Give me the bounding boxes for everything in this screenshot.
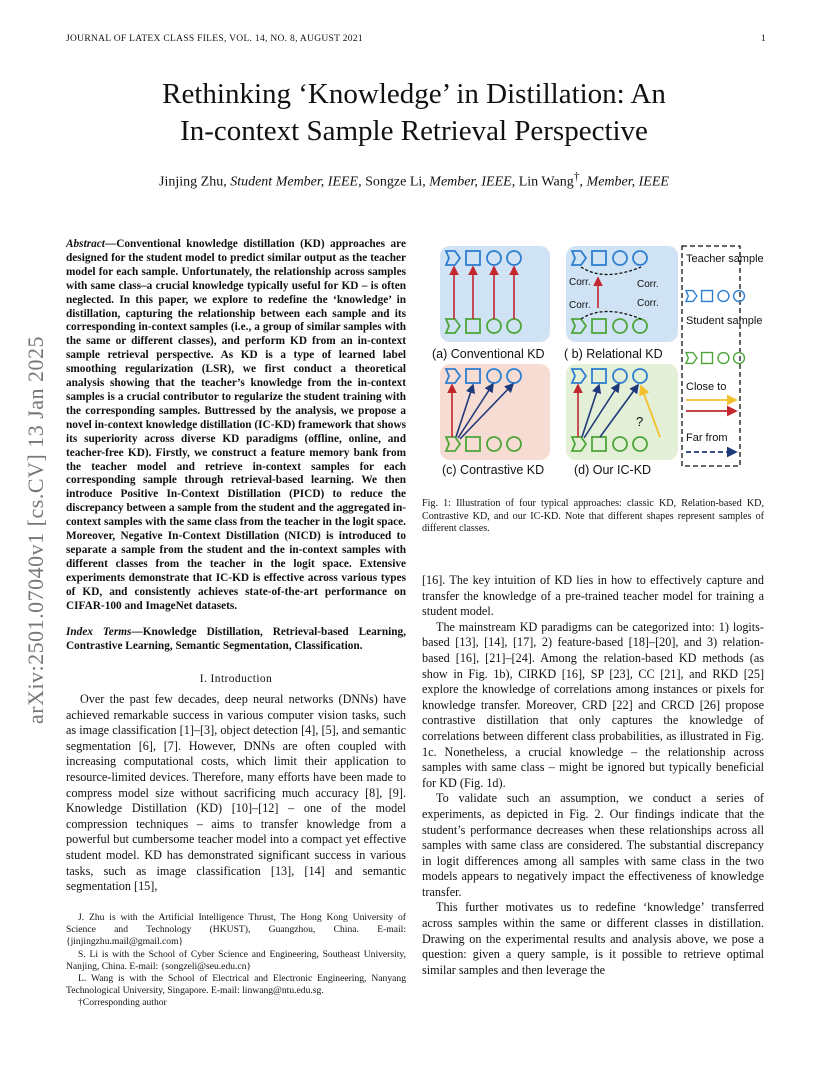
legend-teacher: Teacher sample (686, 253, 764, 265)
arxiv-id: arXiv:2501.07040v1 [cs.CV] 13 Jan 2025 (23, 335, 48, 725)
author-2-role: Member, IEEE, (429, 174, 516, 190)
arxiv-stamp (12, 290, 60, 770)
corresponding-mark: † (573, 170, 580, 183)
intro-paragraph: Over the past few decades, deep neural networks (DNNs) have achieved remarkable success in various computer vision tasks, such as image classification [1]–[3], object detection [4], [5], and semantic segmentation [6], [7]. However, DNNs are often coupled with increasing computational costs, which limit their application to resource-limited devices. Therefore, many efforts have been made to compress model size without sacrificing much accuracy [8], [9]. Knowledge Distillation (KD) [10]–[12] – one of the model compression techniques – aims to transfer knowledge from a powerful but cumbersome teacher model into a compact yet effective student model. KD has demonstrated significant success in various tasks, such as image classification [13], [14] and semantic segmentation [15], (66, 692, 406, 894)
panel-d-label: (d) Our IC-KD (574, 463, 652, 477)
intro-text (66, 692, 406, 895)
journal-name: JOURNAL OF LATEX CLASS FILES, VOL. 14, NO. 8, AUGUST 2021 (66, 34, 363, 44)
corr-label-4: Corr. (637, 298, 659, 309)
author-3-role: Member, IEEE (586, 174, 669, 190)
figure-caption: Fig. 1: Illustration of four typical approaches: classic KD, Relation-based KD, Contrastive KD, and our IC-KD. Note that different shapes represent samples of different classes. (422, 498, 764, 535)
panel-relational-kd (564, 246, 678, 361)
panel-a-label: (a) Conventional KD (432, 347, 545, 361)
corr-label-3: Corr. (569, 300, 591, 311)
footnote-4: †Corresponding author (78, 997, 167, 1009)
abstract (66, 238, 406, 613)
panel-b-label: ( b) Relational KD (564, 347, 663, 361)
panel-conventional-kd (432, 246, 550, 361)
paragraph-1: [16]. The key intuition of KD lies in how to effectively capture and transfer the knowledge of a pre-trained teacher model for training a student model. (422, 573, 764, 619)
page-number: 1 (760, 34, 766, 44)
author-1: Jinjing Zhu, (159, 174, 227, 190)
author-1-role: Student Member, IEEE, (230, 174, 362, 190)
footnote-3: L. Wang is with the School of Electrical and Electronic Engineering, Nanyang Technological University, Singapore. E-mail: linwang@ntu.edu.sg. (66, 973, 406, 997)
title-line-1: Rethinking ‘Knowledge’ in Distillation: An (162, 78, 666, 110)
footnotes (66, 912, 406, 1010)
footnote-2: S. Li is with the School of Cyber Science and Engineering, Southeast University, Nanjing, China. E-mail: {songzeli@seu.edu.cn} (66, 948, 406, 972)
corr-label-2: Corr. (637, 279, 659, 290)
right-column-text (422, 573, 764, 978)
legend-student: Student sample (686, 315, 763, 327)
author-2: Songze Li, (365, 174, 426, 190)
title-line-2: In-context Sample Retrieval Perspective (180, 115, 648, 147)
question-mark: ? (636, 414, 644, 429)
panel-c-label: (c) Contrastive KD (442, 463, 545, 477)
figure-1 (424, 240, 764, 480)
panel-contrastive-kd (440, 364, 550, 477)
running-header (66, 34, 766, 44)
panel-ic-kd (566, 364, 678, 477)
legend-close: Close to (686, 381, 727, 393)
author-list (40, 170, 788, 191)
figure-legend (682, 246, 764, 466)
paragraph-3: To validate such an assumption, we conduct a series of experiments, as depicted in Fig. 2. Our findings indicate that the student’s performance decreases when these relationships across all samples with same class are considered. The substantial discrepancy in logit differences among all samples with same class in the two models appears to negatively impact the effectiveness of knowledge transfer. (422, 791, 764, 899)
abstract-text: —Conventional knowledge distillation (KD) approaches are designed for the student model to predict similar output as the teacher model for each sample. Unfortunately, the relationship across samples with same class–a crucial knowledge typically useful for KD – is often neglected. In this paper, we explore to redefine the ‘knowledge’ in distillation, capturing the relationship between each sample and its corresponding in-context samples (i.e., a group of similar samples with the same or different classes), and perform KD from an in-context sample retrieval perspective. As KD is a type of learned label smoothing regularization (LSR), we first conduct a theoretical analysis showing that the teacher’s knowledge from the in-context samples is a crucial contributor to regularize the student training with the corresponding samples. Buttressed by the analysis, we propose a novel in-context knowledge distillation (IC-KD) framework that shows its superiority across diverse KD paradigms (offline, online, and teacher-free KD). Firstly, we construct a feature memory bank from the teacher model and retrieve in-context samples for each corresponding sample through retrieval-based learning. We then introduce Positive In-Context Distillation (PICD) to reduce the discrepancy between a sample from the student and the aggregated in-context samples with the same class from the teacher in the logit space. Moreover, Negative In-Context Distillation (NICD) is introduced to separate a sample from the student and the in-context samples with different classes from the teacher in the logit space. Extensive experiments demonstrate that IC-KD is effective across various types of KD, and consistently achieves state-of-the-art performance on CIFAR-100 and ImageNet datasets. (66, 238, 407, 612)
index-terms-label: Index Terms (66, 626, 132, 638)
section-heading: I. Introduction (199, 673, 273, 685)
index-terms (66, 626, 406, 654)
legend-far: Far from (686, 432, 728, 444)
author-3-sep: , (579, 174, 584, 190)
figure-1-diagram (424, 240, 764, 480)
index-terms-text: —Knowledge Distillation, Retrieval-based Learning, Contrastive Learning, Semantic Segmentation, Classification. (66, 626, 407, 652)
paragraph-2: The mainstream KD paradigms can be categorized into: 1) logits-based [13], [14], [17], 2) feature-based [18]–[20], and 3) relation-based [16], [21]–[24]. Among the relation-based KD methods (as show in Fig. 1b), CIRKD [16], SP [23], CC [21], and RKD [25] explore the knowledge of correlations among instances or pixels for knowledge transfer. Moreover, CRD [22] and CRCD [26] propose contrastive distillation that only captures the knowledge of correlations between different class probabilities, as illustrated in Fig. 1c. Nonetheless, a crucial knowledge – the relationship across samples with same class – might be ignored but typically beneficial for KD (Fig. 1d). (422, 619, 764, 790)
corr-label-1: Corr. (569, 277, 591, 288)
footnote-1: J. Zhu is with the Artificial Intelligence Thrust, The Hong Kong University of Science and Technology (HKUST), Guangzhou, China. E-mail: {jinjingzhu.mail@gmail.com} (66, 912, 406, 948)
author-3: Lin Wang (518, 174, 574, 190)
abstract-label: Abstract (66, 238, 105, 250)
paragraph-4: This further motivates us to redefine ‘knowledge’ transferred across samples within the same or different classes in distillation. Drawing on the experimental results and analysis above, we pose a question: given a query sample, is it possible to retrieve optimal similar samples and then leverage the (422, 900, 764, 977)
paper-title (40, 76, 788, 150)
